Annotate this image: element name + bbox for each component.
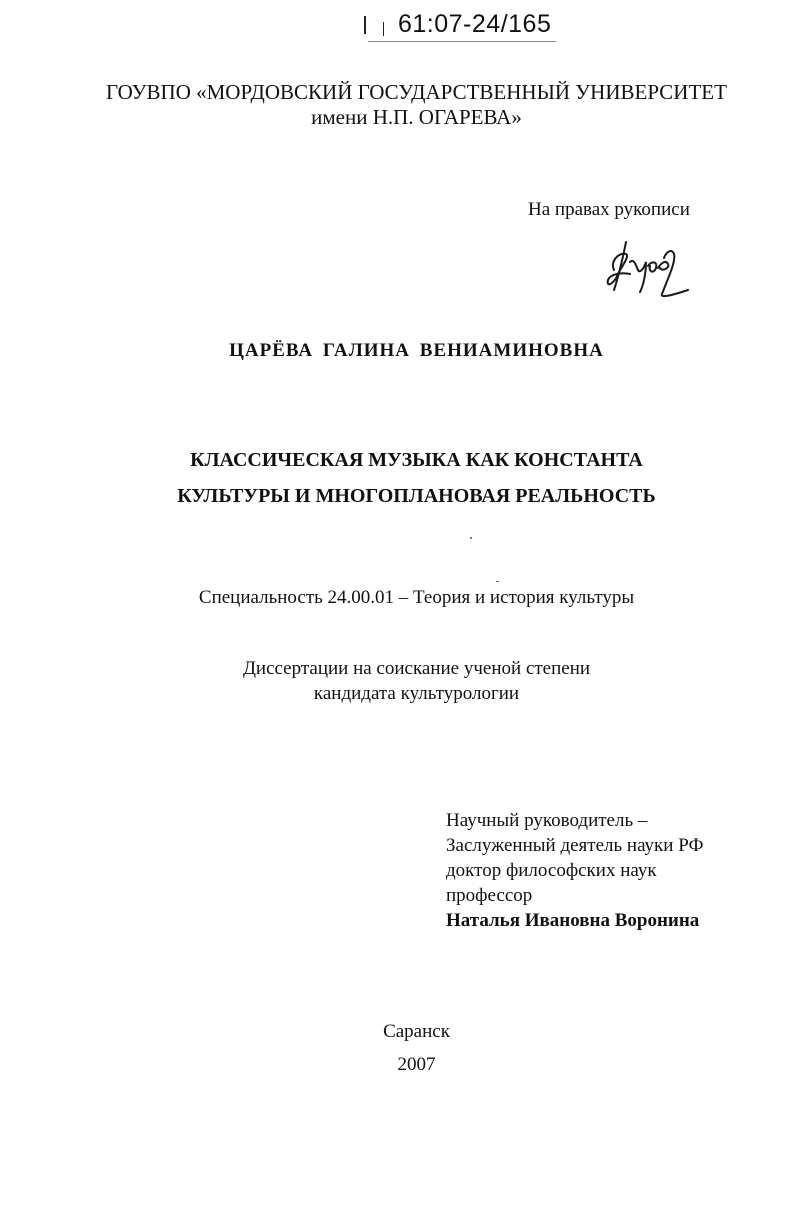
city: Саранск xyxy=(383,1021,450,1042)
stamp-underline xyxy=(368,41,556,42)
title-line-1: КЛАССИЧЕСКАЯ МУЗЫКА КАК КОНСТАНТА xyxy=(190,449,643,471)
supervisor-line-4: профессор xyxy=(446,885,533,906)
degree-sought xyxy=(20,656,793,706)
rights-note: На правах рукописи xyxy=(528,199,690,220)
specialty: Специальность 24.00.01 – Теория и история культуры xyxy=(198,587,635,608)
archive-code: 61:07-24/165 xyxy=(398,10,552,38)
dissertation-title xyxy=(20,442,793,514)
institution-name xyxy=(20,80,793,130)
supervisor-line-3: доктор философских наук xyxy=(446,860,657,881)
scientific-supervisor xyxy=(446,808,703,933)
author-name: ЦАРЁВА ГАЛИНА ВЕНИАМИНОВНА xyxy=(229,340,604,361)
institution-line-1: ГОУВПО «МОРДОВСКИЙ ГОСУДАРСТВЕННЫЙ УНИВЕРСИТЕТ xyxy=(106,80,727,104)
year: 2007 xyxy=(397,1054,436,1075)
institution-line-2: имени Н.П. ОГАРЕВА» xyxy=(311,105,522,129)
supervisor-name: Наталья Ивановна Воронина xyxy=(446,910,700,931)
title-line-2: КУЛЬТУРЫ И МНОГОПЛАНОВАЯ РЕАЛЬНОСТЬ xyxy=(177,485,656,507)
supervisor-line-1: Научный руководитель – xyxy=(446,810,648,831)
stamp-line-mid xyxy=(383,22,384,36)
stamp-line-left xyxy=(364,16,366,34)
supervisor-line-2: Заслуженный деятель науки РФ xyxy=(446,835,704,856)
scan-speck xyxy=(470,537,472,539)
scan-speck xyxy=(496,581,499,582)
degree-line-1: Диссертации на соискание ученой степени xyxy=(242,658,591,679)
degree-line-2: кандидата культурологии xyxy=(313,683,520,704)
author-signature xyxy=(600,232,692,302)
